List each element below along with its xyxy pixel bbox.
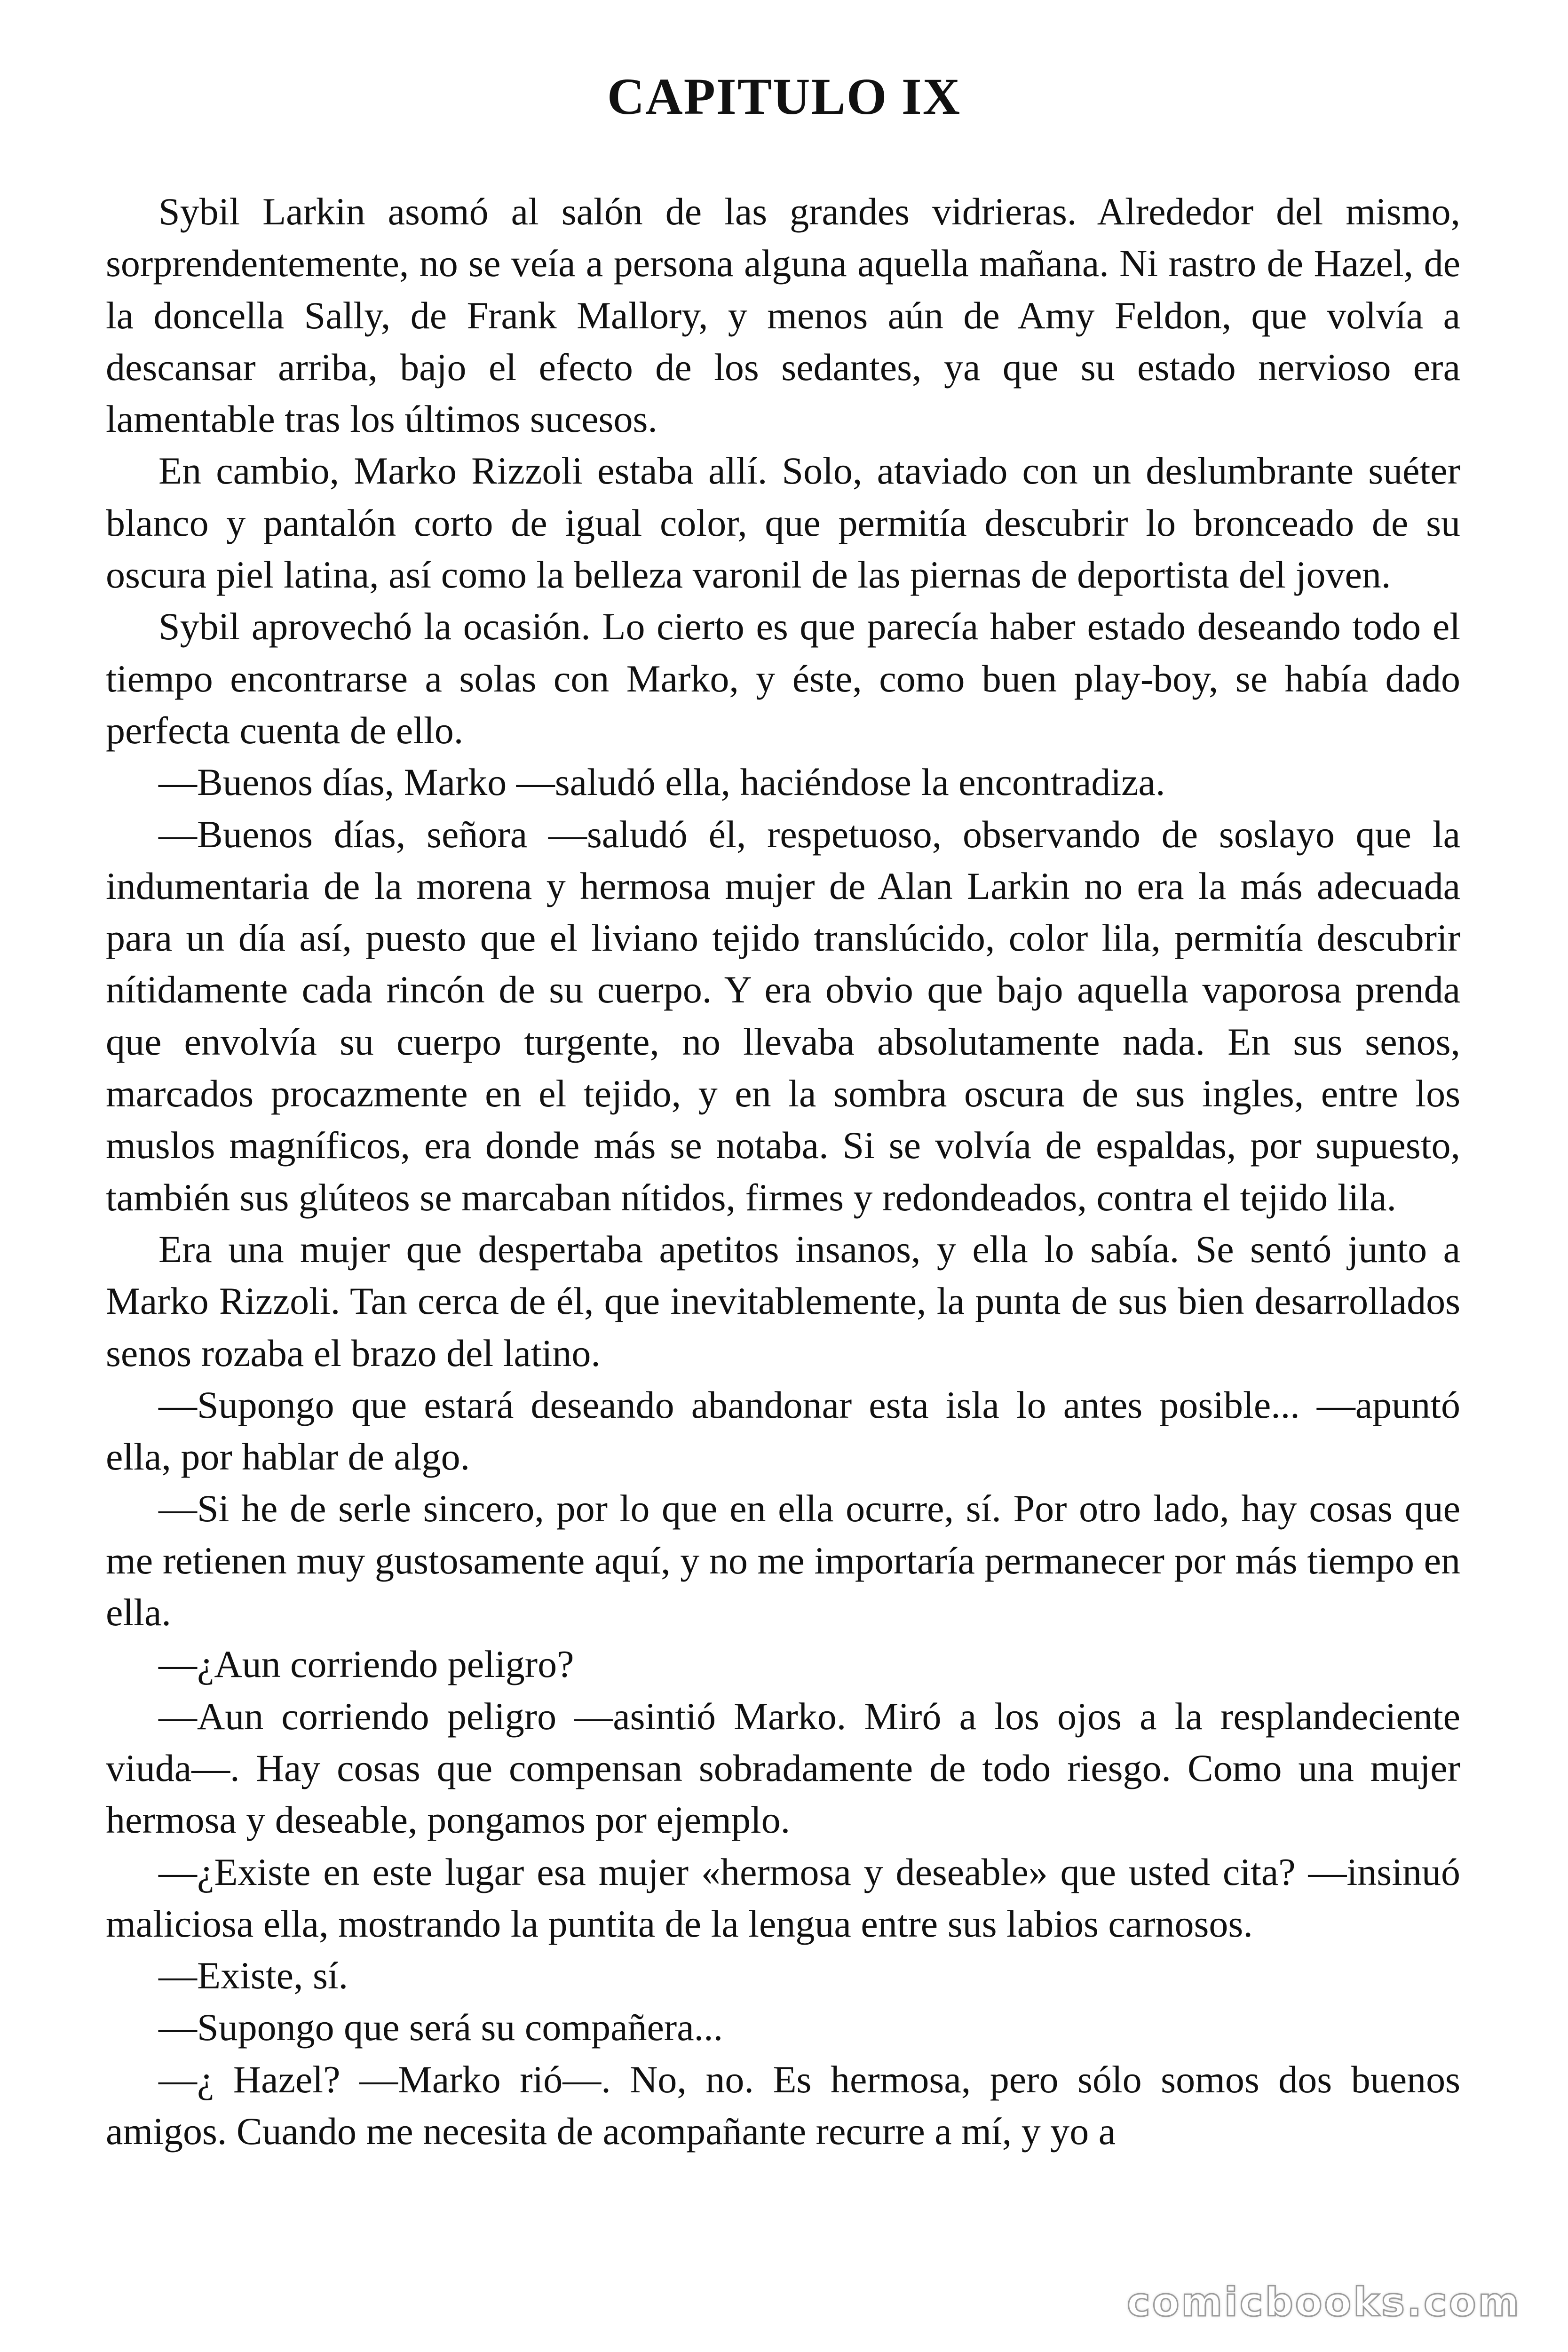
- paragraph: —Aun corriendo peligro —asintió Marko. Miró a los ojos a la resplandeciente viuda—. Hay cosas que compensan sobradamente de todo riesgo. Como una mujer hermosa y deseable, pongamos por ejemplo.: [106, 1694, 1460, 1842]
- chapter-body: [106, 186, 1460, 2157]
- paragraph: —Supongo que estará deseando abandonar esta isla lo antes posible... —apuntó ella, por hablar de algo.: [106, 1383, 1460, 1478]
- paragraph: Sybil Larkin asomó al salón de las grandes vidrieras. Alrededor del mismo, sorprendentemente, no se veía a persona alguna aquella mañana. Ni rastro de Hazel, de la doncella Sally, de Frank Mallory, y menos aún de Amy Feldon, que volvía a descansar arriba, bajo el efecto de los sedantes, ya que su estado nervioso era lamentable tras los últimos sucesos.: [106, 190, 1460, 441]
- paragraph: —¿Existe en este lugar esa mujer «hermosa y deseable» que usted cita? —insinuó maliciosa ella, mostrando la puntita de la lengua entre sus labios carnosos.: [106, 1850, 1460, 1945]
- watermark: comicbooks.com: [1127, 2279, 1521, 2325]
- paragraph: —Buenos días, señora —saludó él, respetuoso, observando de soslayo que la indumentaria de la morena y hermosa mujer de Alan Larkin no era la más adecuada para un día así, puesto que el liviano tejido translúcido, color lila, permitía descubrir nítidamente cada rincón de su cuerpo. Y era obvio que bajo aquella vaporosa prenda que envolvía su cuerpo turgente, no llevaba absolutamente nada. En sus senos, marcados procazmente en el tejido, y en la sombra oscura de sus ingles, entre los muslos magníficos, era donde más se notaba. Si se volvía de espaldas, por supuesto, también sus glúteos se marcaban nítidos, firmes y redondeados, contra el tejido lila.: [106, 812, 1460, 1219]
- paragraph: —Si he de serle sincero, por lo que en ella ocurre, sí. Por otro lado, hay cosas que me retienen muy gustosamente aquí, y no me importaría permanecer por más tiempo en ella.: [106, 1487, 1460, 1634]
- paragraph: —¿ Hazel? —Marko rió—. No, no. Es hermosa, pero sólo somos dos buenos amigos. Cuando me necesita de acompañante recurre a mí, y yo a: [106, 2058, 1460, 2153]
- paragraph: —¿Aun corriendo peligro?: [158, 1643, 574, 1686]
- paragraph: —Supongo que será su compañera...: [158, 2006, 723, 2049]
- chapter-title: CAPITULO IX: [607, 68, 961, 125]
- paragraph: En cambio, Marko Rizzoli estaba allí. Solo, ataviado con un deslumbrante suéter blanco y pantalón corto de igual color, que permitía descubrir lo bronceado de su oscura piel latina, así como la belleza varonil de las piernas de deportista del joven.: [106, 449, 1460, 596]
- paragraph: —Buenos días, Marko —saludó ella, haciéndose la encontradiza.: [158, 761, 1165, 804]
- paragraph: Era una mujer que despertaba apetitos insanos, y ella lo sabía. Se sentó junto a Marko Rizzoli. Tan cerca de él, que inevitablemente, la punta de sus bien desarrollados senos rozaba el brazo del latino.: [106, 1227, 1460, 1375]
- paragraph: —Existe, sí.: [158, 1954, 348, 1997]
- paragraph: Sybil aprovechó la ocasión. Lo cierto es que parecía haber estado deseando todo el tiempo encontrarse a solas con Marko, y éste, como buen play-boy, se había dado perfecta cuenta de ello.: [106, 605, 1460, 752]
